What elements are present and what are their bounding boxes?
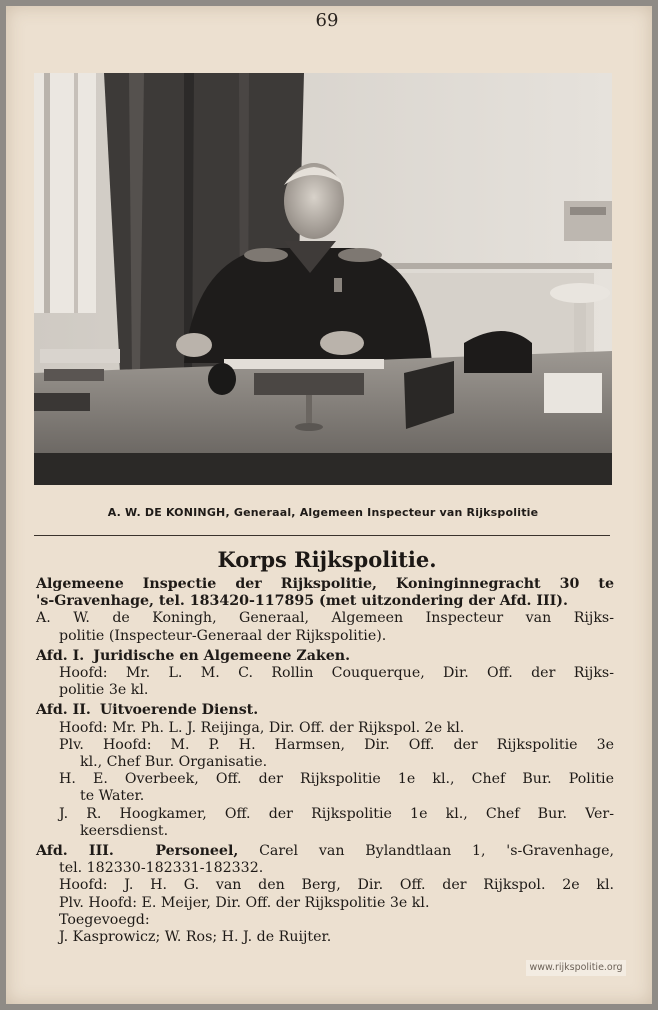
afd3-line: J. Kasprowicz; W. Ros; H. J. de Ruijter. — [59, 929, 332, 946]
afd2-line: J. R. Hoogkamer, Off. der Rijkspolitie 1e kl., Chef Bur. Ver- — [59, 805, 614, 822]
afd3-line: Plv. Hoofd: E. Meijer, Dir. Off. der Rijkspolitie 3e kl. — [59, 894, 430, 911]
afd3-heading-left — [36, 843, 614, 859]
page-number: 69 — [315, 10, 339, 31]
afd2-heading — [36, 702, 614, 719]
watermark: www.rijkspolitie.org — [526, 960, 626, 976]
head-person-line: A. W. de Koningh, Generaal, Algemeen Inspecteur van Rijks- — [36, 610, 614, 627]
portrait-photo-illustration — [34, 73, 612, 485]
afd1-label: Afd. I. — [36, 647, 85, 664]
portrait-photo — [34, 73, 612, 485]
afd3-line: Toegevoegd: — [59, 911, 150, 928]
afd1-heading — [36, 648, 614, 665]
afd3-label: Afd. III. — [36, 843, 114, 860]
afd1-name: Juridische en Algemeene Zaken. — [93, 647, 351, 664]
afd2-label: Afd. II. — [36, 702, 91, 719]
section-title: Korps Rijkspolitie. — [217, 547, 437, 572]
afd1-line: Hoofd: Mr. L. M. C. Rollin Couquerque, Dir. Off. der Rijks- — [59, 665, 614, 682]
afd3-tel: tel. 182330-182331-182332. — [59, 860, 264, 877]
header-line: 's-Gravenhage, tel. 183420-117895 (met uitzondering der Afd. III). — [36, 593, 568, 610]
afd3-name: Personeel, — [155, 843, 239, 860]
afd1-line: politie 3e kl. — [59, 682, 149, 699]
afd2-line: te Water. — [80, 788, 145, 805]
divider-rule — [34, 535, 610, 536]
photo-caption: A. W. DE KONINGH, Generaal, Algemeen Inspecteur van Rijkspolitie — [107, 506, 539, 519]
afd3-address: Carel van Bylandtlaan 1, 's-Gravenhage, — [259, 843, 614, 860]
afd2-name: Uitvoerende Dienst. — [99, 702, 259, 719]
afd2-line: keersdienst. — [80, 822, 169, 839]
afd2-line: H. E. Overbeek, Off. der Rijkspolitie 1e kl., Chef Bur. Politie — [59, 771, 614, 788]
header-line: Algemeene Inspectie der Rijkspolitie, Koninginnegracht 30 te — [36, 576, 614, 592]
afd3-line: Hoofd: J. H. G. van den Berg, Dir. Off. der Rijkspol. 2e kl. — [59, 877, 614, 894]
body-text — [36, 576, 614, 946]
afd3-heading — [36, 843, 614, 860]
afd2-line: Plv. Hoofd: M. P. H. Harmsen, Dir. Off. der Rijkspolitie 3e — [59, 736, 614, 753]
document-page — [6, 6, 652, 1004]
afd2-line: kl., Chef Bur. Organisatie. — [80, 754, 268, 771]
afd2-line: Hoofd: Mr. Ph. L. J. Reijinga, Dir. Off. der Rijkspol. 2e kl. — [59, 719, 465, 736]
head-person-line: politie (Inspecteur-Generaal der Rijkspolitie). — [59, 627, 387, 644]
